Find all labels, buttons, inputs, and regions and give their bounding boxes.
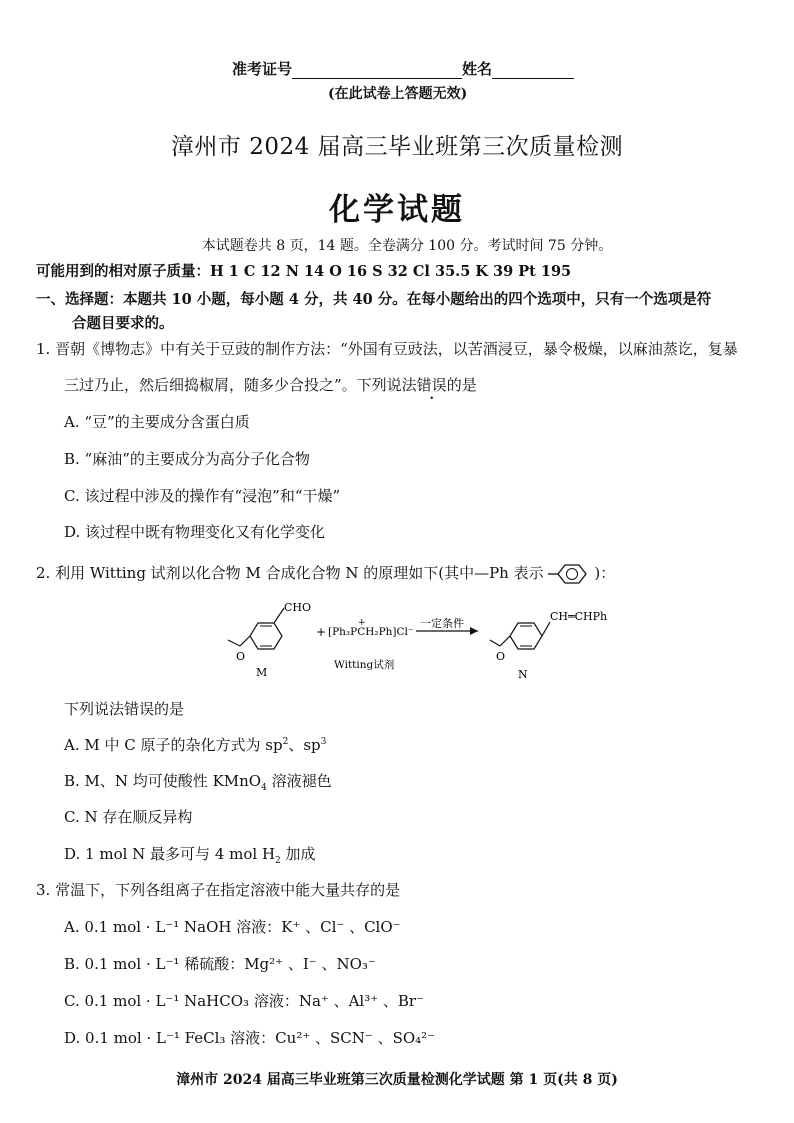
cho-group: CHO <box>284 601 312 614</box>
q3-option-b: B. 0.1 mol · L⁻¹ 稀硫酸：Mg²⁺ 、I⁻ 、NO₃⁻ <box>64 955 376 973</box>
arrow-head-icon <box>470 627 478 635</box>
q2-stem-line2: 下列说法错误的是 <box>64 700 185 718</box>
label-m: M <box>256 666 268 679</box>
q1-option-a: A. “豆”的主要成分含蛋白质 <box>64 413 250 431</box>
section-1-header: 一、选择题：本题共 10 小题，每小题 4 分，共 40 分。在每小题给出的四个选项中，只有一个选项是符 <box>36 291 712 308</box>
section-1-header-cont: 合题目要求的。 <box>72 315 174 332</box>
exam-number-field[interactable] <box>292 62 462 79</box>
exam-number-label: 准考证号 <box>232 60 293 78</box>
page-footer: 漳州市 2024 届高三毕业班第三次质量检测化学试题 第 1 页(共 8 页) <box>176 1072 618 1088</box>
ch-chph-group: CH═CHPh <box>550 610 608 623</box>
q1-stem-line2: 三过乃止，然后细捣椒屑，随多少合投之”。下列说法错误的是 <box>64 376 477 394</box>
q3-option-d: D. 0.1 mol · L⁻¹ FeCl₃ 溶液：Cu²⁺ 、SCN⁻ 、SO₄²⁻ <box>64 1029 436 1047</box>
reaction-scheme <box>210 598 680 684</box>
witting-reagent-formula: [Ph₃PCH₂Ph]Cl⁻ <box>328 626 414 638</box>
reaction-condition: 一定条件 <box>420 617 464 630</box>
label-n: N <box>518 668 528 681</box>
plus-sign: + <box>316 625 327 639</box>
name-field[interactable] <box>492 62 574 79</box>
q1-option-c: C. 该过程中涉及的操作有“浸泡”和“干燥” <box>64 487 341 505</box>
phenyl-ring-icon <box>548 563 594 585</box>
reagent-charge: + <box>358 618 366 628</box>
q2-stem-line1: 2. 利用 Witting 试剂以化合物 M 合成化合物 N 的原理如下(其中—Ph 表示 )： <box>36 562 615 585</box>
q1-emphasis: 错误 <box>416 376 447 394</box>
q2-option-d: D. 1 mol N 最多可与 4 mol $H_2$ 加成 <box>64 845 316 866</box>
name-label: 姓名 <box>462 60 493 78</box>
label-witting: Witting试剂 <box>334 659 395 671</box>
compound-m-structure <box>228 608 284 663</box>
q2-option-a: A. M 中 C 原子的杂化方式为 $sp^2$、$sp^3$ <box>64 736 327 754</box>
q3-option-c: C. 0.1 mol · L⁻¹ NaHCO₃ 溶液：Na⁺ 、Al³⁺ 、Br⁻ <box>64 992 425 1010</box>
q1-stem-line1: 1. 晋朝《博物志》中有关于豆豉的制作方法：“外国有豆豉法，以苦酒浸豆，暴令极燥，以麻油蒸讫，复暴 <box>36 340 738 358</box>
q3-stem: 3. 常温下，下列各组离子在指定溶液中能大量共存的是 <box>36 881 401 899</box>
q1-option-d: D. 该过程中既有物理变化又有化学变化 <box>64 523 326 541</box>
subject-title: 化学试题 <box>329 192 465 228</box>
exam-intro: 本试题卷共 8 页，14 题。全卷满分 100 分。考试时间 75 分钟。 <box>201 238 613 254</box>
q2-option-b: B. M、N 均可使酸性 KMnO$_4$ 溶液褪色 <box>64 772 332 793</box>
svg-text:O: O <box>236 650 246 663</box>
compound-n-structure <box>490 622 550 663</box>
atomic-masses: 可能用到的相对原子质量：H 1 C 12 N 14 O 16 S 32 Cl 35.5 K 39 Pt 195 <box>36 263 572 280</box>
q3-option-a: A. 0.1 mol · L⁻¹ NaOH 溶液：K⁺ 、Cl⁻ 、ClO⁻ <box>64 918 401 936</box>
svg-text:O: O <box>496 650 506 663</box>
exam-title: 漳州市 2024 届高三毕业班第三次质量检测 <box>170 134 624 160</box>
exam-info-line <box>232 58 574 79</box>
q1-option-b: B. “麻油”的主要成分为高分子化合物 <box>64 450 310 468</box>
answer-invalid-notice: (在此试卷上答题无效) <box>328 86 468 102</box>
q2-option-c: C. N 存在顺反异构 <box>64 808 193 826</box>
